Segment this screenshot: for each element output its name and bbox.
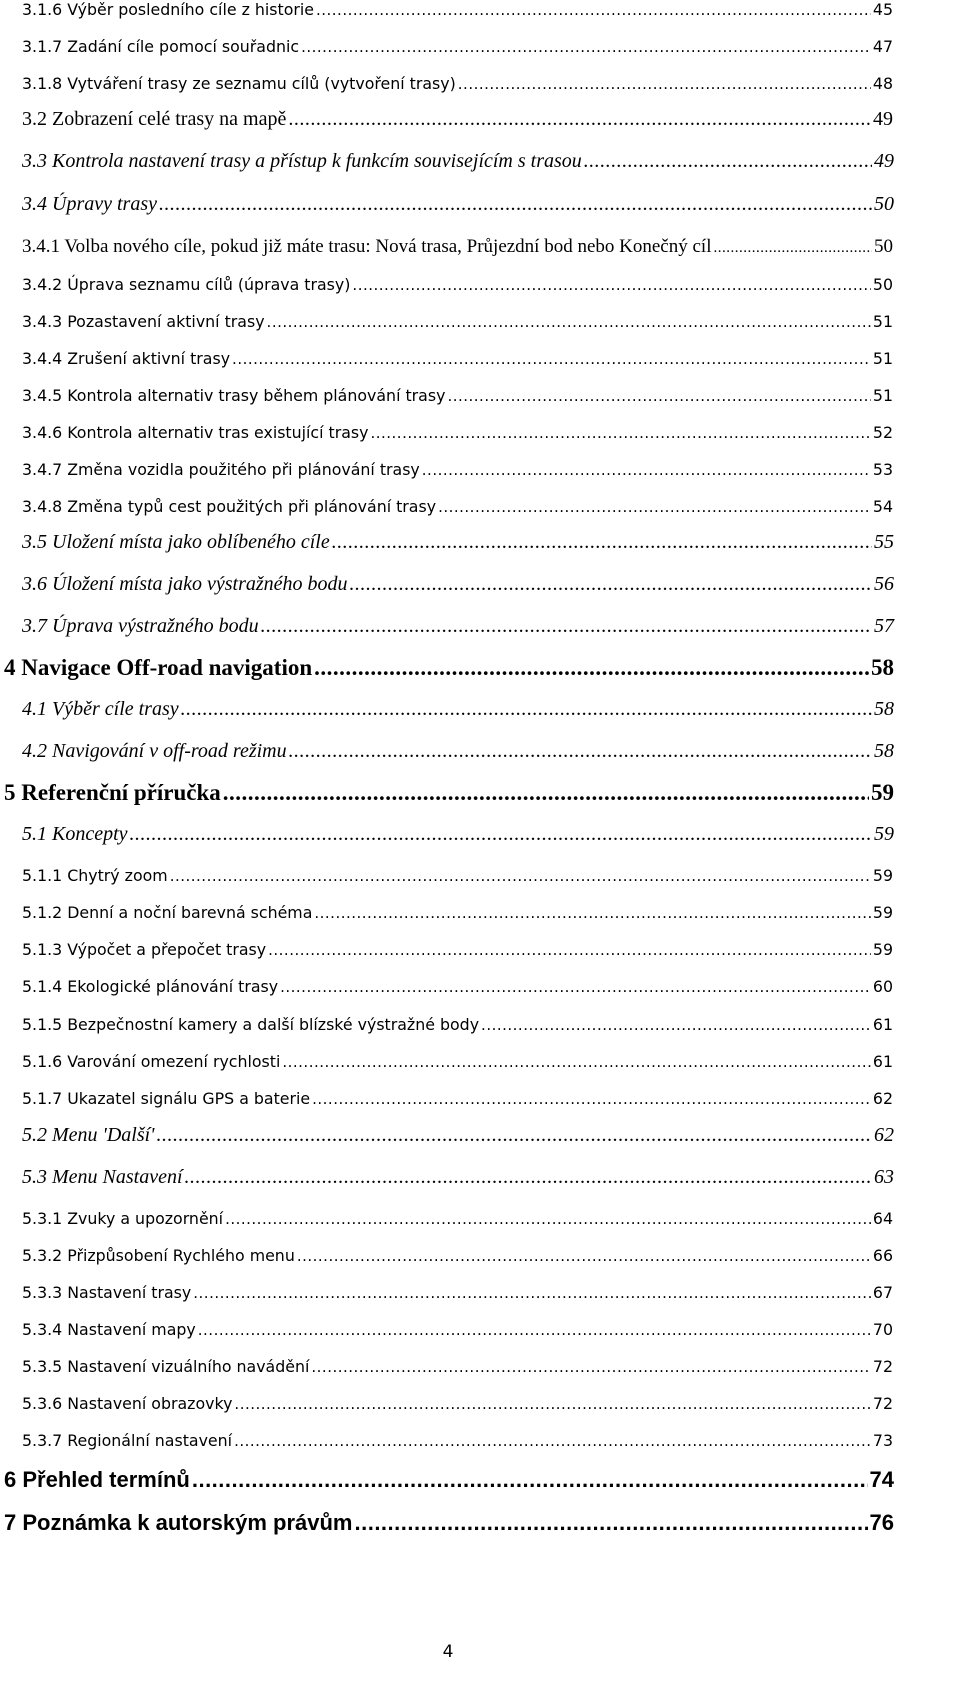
toc-entry-title: 4.2 Navigování v off-road režimu [22, 740, 287, 762]
toc-entry[interactable] [0, 1283, 960, 1302]
toc-entry-title: 3.6 Úložení místa jako výstražného bodu [22, 573, 348, 595]
toc-entry-page: 76 [869, 1510, 894, 1535]
toc-entry-page: 45 [872, 0, 893, 19]
toc-leader-dots [316, 0, 871, 19]
toc-entry-title: 3.4.4 Zrušení aktivní trasy [22, 349, 231, 368]
toc-entry[interactable] [0, 977, 960, 996]
toc-leader-dots [198, 1320, 871, 1339]
toc-entry-page: 72 [872, 1357, 893, 1376]
toc-entry-title: 4 Navigace Off-road navigation [4, 655, 313, 680]
toc-entry[interactable] [0, 655, 960, 681]
toc-entry[interactable] [0, 386, 960, 405]
toc-entry-page: 63 [874, 1166, 894, 1188]
toc-entry[interactable] [0, 1015, 960, 1034]
toc-entry[interactable] [0, 193, 960, 216]
toc-entry-title: 3.7 Úprava výstražného bodu [22, 615, 259, 637]
toc-entry-title: 5.3.1 Zvuky a upozornění [22, 1209, 224, 1228]
toc-entry-page: 58 [874, 740, 894, 762]
toc-entry[interactable] [0, 615, 960, 638]
toc-entry[interactable] [0, 531, 960, 554]
toc-entry[interactable] [0, 940, 960, 959]
toc-entry-page: 59 [872, 940, 893, 959]
toc-leader-dots [312, 1089, 871, 1108]
toc-entry-page: 52 [872, 423, 893, 442]
toc-leader-dots [584, 150, 872, 173]
toc-entry-title: 5.3 Menu Nastavení [22, 1166, 183, 1188]
toc-entry-page: 61 [872, 1015, 893, 1034]
toc-leader-dots [156, 1124, 872, 1147]
toc-entry[interactable] [0, 740, 960, 763]
toc-entry-page: 57 [874, 615, 894, 637]
toc-entry-page: 66 [872, 1246, 893, 1265]
toc-entry-title: 5.3.3 Nastavení trasy [22, 1283, 192, 1302]
toc-entry[interactable] [0, 1052, 960, 1071]
toc-leader-dots [481, 1015, 871, 1034]
toc-entry-page: 51 [872, 386, 893, 405]
toc-entry-page: 61 [872, 1052, 893, 1071]
toc-entry-page: 62 [872, 1089, 893, 1108]
toc-entry-page: 60 [872, 977, 893, 996]
toc-entry-page: 48 [872, 74, 893, 93]
toc-leader-dots [447, 386, 870, 405]
toc-entry-title: 5.1.1 Chytrý zoom [22, 866, 168, 885]
toc-entry-title: 3.4.8 Změna typů cest použitých při plánování trasy [22, 497, 437, 516]
toc-entry[interactable] [0, 460, 960, 479]
toc-leader-dots [159, 193, 872, 216]
toc-entry[interactable] [0, 903, 960, 922]
toc-leader-dots [289, 740, 872, 763]
toc-entry[interactable] [0, 1089, 960, 1108]
toc-leader-dots [297, 1246, 871, 1265]
toc-leader-dots [713, 236, 872, 258]
toc-entry[interactable] [0, 866, 960, 885]
toc-leader-dots [267, 312, 871, 331]
toc-leader-dots [354, 1510, 867, 1536]
toc-entry-page: 50 [874, 193, 894, 215]
toc-leader-dots [225, 1209, 871, 1228]
toc-leader-dots [311, 1357, 871, 1376]
toc-entry-page: 70 [872, 1320, 893, 1339]
toc-entry[interactable] [0, 108, 960, 131]
toc-entry-page: 49 [873, 108, 893, 130]
toc-entry[interactable] [0, 312, 960, 331]
toc-entry-title: 3.4.7 Změna vozidla použitého při plánování trasy [22, 460, 420, 479]
toc-leader-dots [170, 866, 871, 885]
toc-entry[interactable] [0, 573, 960, 596]
toc-entry-page: 67 [872, 1283, 893, 1302]
toc-leader-dots [232, 349, 871, 368]
toc-entry-page: 58 [874, 698, 894, 720]
toc-entry[interactable] [0, 1510, 960, 1536]
toc-leader-dots [352, 275, 870, 294]
toc-entry-page: 47 [872, 37, 893, 56]
toc-entry-page: 62 [874, 1124, 894, 1146]
toc-entry[interactable] [0, 0, 960, 19]
toc-entry-title: 5.3.7 Regionální nastavení [22, 1431, 233, 1450]
toc-entry[interactable] [0, 1166, 960, 1189]
toc-entry-page: 64 [872, 1209, 893, 1228]
toc-entry[interactable] [0, 349, 960, 368]
toc-leader-dots [181, 698, 872, 721]
toc-entry-title: 3.4.2 Úprava seznamu cílů (úprava trasy) [22, 275, 351, 294]
toc-leader-dots [458, 74, 871, 93]
toc-entry[interactable] [0, 74, 960, 93]
toc-entry-title: 3.4.5 Kontrola alternativ trasy během plánování trasy [22, 386, 446, 405]
toc-entry-title: 3.5 Uložení místa jako oblíbeného cíle [22, 531, 330, 553]
toc-entry-page: 59 [872, 903, 893, 922]
toc-entry-title: 3.1.7 Zadání cíle pomocí souřadnic [22, 37, 300, 56]
toc-entry[interactable] [0, 275, 960, 294]
toc-leader-dots [192, 1467, 868, 1493]
toc-entry-page: 56 [874, 573, 894, 595]
toc-leader-dots [282, 1052, 871, 1071]
toc-leader-dots [288, 108, 871, 131]
toc-leader-dots [301, 37, 871, 56]
toc-leader-dots [268, 940, 871, 959]
toc-entry[interactable] [0, 1357, 960, 1376]
toc-entry[interactable] [0, 1124, 960, 1147]
toc-entry-page: 53 [872, 460, 893, 479]
toc-entry-title: 5.3.2 Přizpůsobení Rychlého menu [22, 1246, 295, 1265]
toc-leader-dots [223, 780, 869, 806]
toc-entry-page: 50 [874, 236, 893, 257]
toc-entry-title: 4.1 Výběr cíle trasy [22, 698, 179, 720]
toc-entry-title: 5.1.3 Výpočet a přepočet trasy [22, 940, 267, 959]
toc-entry-page: 51 [872, 312, 893, 331]
toc-entry-title: 5.1.5 Bezpečnostní kamery a další blízské výstražné body [22, 1015, 480, 1034]
toc-entry[interactable] [0, 423, 960, 442]
toc-leader-dots [370, 423, 870, 442]
toc-entry-title: 3.3 Kontrola nastavení trasy a přístup k funkcím souvisejícím s trasou [22, 150, 582, 172]
toc-entry-title: 3.4.3 Pozastavení aktivní trasy [22, 312, 265, 331]
toc-entry-title: 3.2 Zobrazení celé trasy na mapě [22, 108, 287, 130]
toc-entry-title: 5.3.6 Nastavení obrazovky [22, 1394, 233, 1413]
toc-entry-title: 5 Referenční příručka [4, 780, 221, 805]
toc-entry[interactable] [0, 1431, 960, 1450]
toc-entry[interactable] [0, 37, 960, 56]
toc-entry[interactable] [0, 780, 960, 806]
toc-entry-title: 7 Poznámka k autorským právům [4, 1510, 353, 1535]
toc-entry-title: 5.3.4 Nastavení mapy [22, 1320, 196, 1339]
toc-entry[interactable] [0, 236, 960, 258]
toc-entry-page: 59 [872, 866, 893, 885]
toc-entry[interactable] [0, 823, 960, 846]
toc-leader-dots [438, 497, 871, 516]
toc-entry-title: 3.1.6 Výběr posledního cíle z historie [22, 0, 314, 19]
toc-entry-page: 55 [874, 531, 894, 553]
toc-entry[interactable] [0, 497, 960, 516]
toc-entry[interactable] [0, 1394, 960, 1413]
toc-entry-page: 59 [874, 823, 894, 845]
toc-entry-page: 50 [872, 275, 893, 294]
toc-entry-title: 5.1.7 Ukazatel signálu GPS a baterie [22, 1089, 311, 1108]
toc-entry-title: 5.3.5 Nastavení vizuálního navádění [22, 1357, 310, 1376]
toc-leader-dots [234, 1431, 871, 1450]
toc-entry[interactable] [0, 698, 960, 721]
toc-leader-dots [261, 615, 872, 638]
toc-leader-dots [314, 655, 869, 681]
toc-entry-title: 5.1 Koncepty [22, 823, 128, 845]
toc-entry-title: 5.1.2 Denní a noční barevná schéma [22, 903, 313, 922]
toc-leader-dots [130, 823, 872, 846]
toc-entry-page: 54 [872, 497, 893, 516]
toc-leader-dots [314, 903, 871, 922]
toc-leader-dots [350, 573, 872, 596]
toc-entry-title: 5.2 Menu 'Další' [22, 1124, 155, 1146]
toc-entry-page: 74 [869, 1467, 894, 1492]
toc-entry[interactable] [0, 1320, 960, 1339]
toc-leader-dots [185, 1166, 872, 1189]
toc-leader-dots [332, 531, 872, 554]
toc-entry-title: 5.1.4 Ekologické plánování trasy [22, 977, 279, 996]
toc-entry-title: 6 Přehled termínů [4, 1467, 190, 1492]
toc-entry-title: 5.1.6 Varování omezení rychlosti [22, 1052, 281, 1071]
toc-entry-title: 3.4.1 Volba nového cíle, pokud již máte trasu: Nová trasa, Průjezdní bod nebo Konečný cíl [22, 236, 712, 257]
toc-leader-dots [193, 1283, 871, 1302]
toc-entry[interactable] [0, 1209, 960, 1228]
toc-entry-page: 49 [874, 150, 894, 172]
toc-entry-page: 51 [872, 349, 893, 368]
toc-leader-dots [234, 1394, 870, 1413]
toc-entry-title: 3.4 Úpravy trasy [22, 193, 157, 215]
toc-entry-page: 72 [872, 1394, 893, 1413]
toc-entry-title: 3.1.8 Vytváření trasy ze seznamu cílů (vytvoření trasy) [22, 74, 456, 93]
toc-entry-page: 73 [872, 1431, 893, 1450]
toc-entry[interactable] [0, 1246, 960, 1265]
toc-entry[interactable] [0, 150, 960, 173]
toc-leader-dots [422, 460, 871, 479]
page-number: 4 [442, 1642, 454, 1662]
toc-entry-page: 58 [871, 655, 894, 680]
toc-entry-page: 59 [871, 780, 894, 805]
toc-entry-title: 3.4.6 Kontrola alternativ tras existující trasy [22, 423, 369, 442]
toc-entry[interactable] [0, 1467, 960, 1493]
toc-leader-dots [280, 977, 871, 996]
